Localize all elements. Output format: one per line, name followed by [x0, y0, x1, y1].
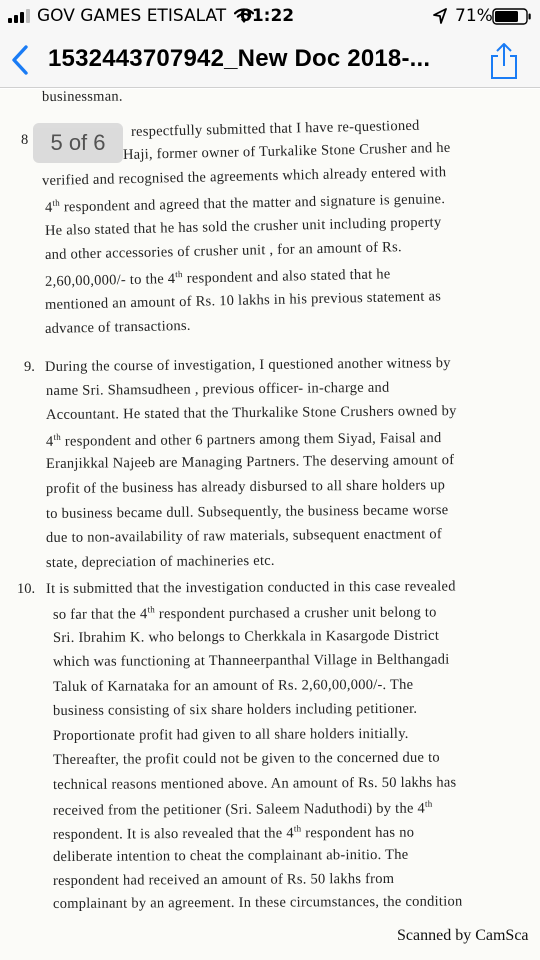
text-line: deliberate intention to cheat the complainant ab-initio. The	[52, 846, 409, 865]
carrier-name: GOV GAMES ETISALAT	[37, 6, 227, 26]
text-line: name Sri. Shamsudheen , previous officer- in-charge and	[45, 379, 390, 399]
text-line: Accountant. He stated that the Thurkalike Stone Crushers owned by	[45, 403, 457, 423]
text-line: verified and recognised the agreements which already entered with	[41, 164, 447, 189]
text-line: and other accessories of crusher unit , for an amount of Rs.	[44, 239, 402, 263]
clock: 01:22	[240, 6, 295, 26]
text-line: Taluk of Karnataka for an amount of Rs. 2,60,00,000/-. The	[52, 676, 414, 695]
text-line: due to non-availability of raw materials, subsequent enactment of	[45, 526, 443, 546]
paragraph-number: 9.	[24, 359, 35, 375]
text-line: During the course of investigation, I questioned another witness by	[44, 355, 451, 375]
location-icon	[433, 8, 447, 24]
text-line: advance of transactions.	[44, 317, 191, 337]
text-line: Thereafter, the profit could not be given to the concerned due to	[52, 749, 440, 768]
signal-icon	[8, 9, 30, 23]
text-line: Proportionate profit had given to all share holders initially.	[52, 725, 409, 744]
text-line: He also stated that he has sold the crusher unit including property	[44, 214, 442, 239]
text-line: respectfully submitted that I have re-questioned	[130, 117, 420, 140]
text-line: Haji, former owner of Turkalike Stone Crusher and he	[122, 139, 451, 163]
page-indicator: 5 of 6	[33, 123, 123, 163]
text-line: 4th respondent and other 6 partners among them Siyad, Faisal and	[45, 430, 442, 450]
text-line: respondent. It is also revealed that the 4th respondent has no	[52, 823, 415, 843]
text-line: received from the petitioner (Sri. Saleem Naduthodi) by the 4th	[52, 798, 433, 819]
chevron-left-icon[interactable]	[10, 44, 30, 76]
text-line: businessman.	[41, 89, 123, 105]
scanner-watermark: Scanned by CamSca	[397, 927, 529, 944]
text-line: Eranjikkal Najeeb are Managing Partners. The deserving amount of	[45, 452, 455, 472]
text-line: so far that the 4th respondent purchased a crusher unit belong to	[52, 604, 437, 623]
text-line: complainant by an agreement. In these circumstances, the condition	[52, 893, 463, 912]
text-line: business consisting of six share holders including petitioner.	[52, 700, 418, 719]
text-line: profit of the business has already disbursed to all share holders up	[45, 477, 446, 497]
nav-bar	[0, 32, 540, 88]
text-line: mentioned an amount of Rs. 10 lakhs in his previous statement as	[44, 288, 442, 313]
status-bar	[0, 0, 540, 32]
share-icon[interactable]	[488, 42, 520, 80]
text-line: which was functioning at Thanneerpanthal Village in Belthangadi	[52, 651, 450, 670]
text-line: technical reasons mentioned above. An amount of Rs. 50 lakhs has	[52, 774, 457, 793]
paragraph-number: 10.	[17, 581, 36, 597]
text-line: 2,60,00,000/- to the 4th respondent and also stated that he	[44, 266, 391, 290]
text-line: It is submitted that the investigation conducted in this case revealed	[45, 578, 456, 597]
text-line: respondent had received an amount of Rs. 50 lakhs from	[52, 870, 395, 889]
document-page[interactable]	[0, 89, 540, 960]
text-line: to business became dull. Subsequently, the business became worse	[45, 502, 449, 522]
text-line: state, depreciation of machineries etc.	[45, 552, 275, 571]
battery-percent: 71%	[455, 6, 493, 26]
text-line: Sri. Ibrahim K. who belongs to Cherkkala in Kasargode District	[52, 627, 440, 646]
battery-icon	[492, 8, 532, 25]
text-line: 4th respondent and agreed that the matter and signature is genuine.	[44, 191, 446, 216]
document-title: 1532443707942_New Doc 2018-...	[48, 45, 431, 72]
paragraph-number: 8	[21, 132, 29, 148]
